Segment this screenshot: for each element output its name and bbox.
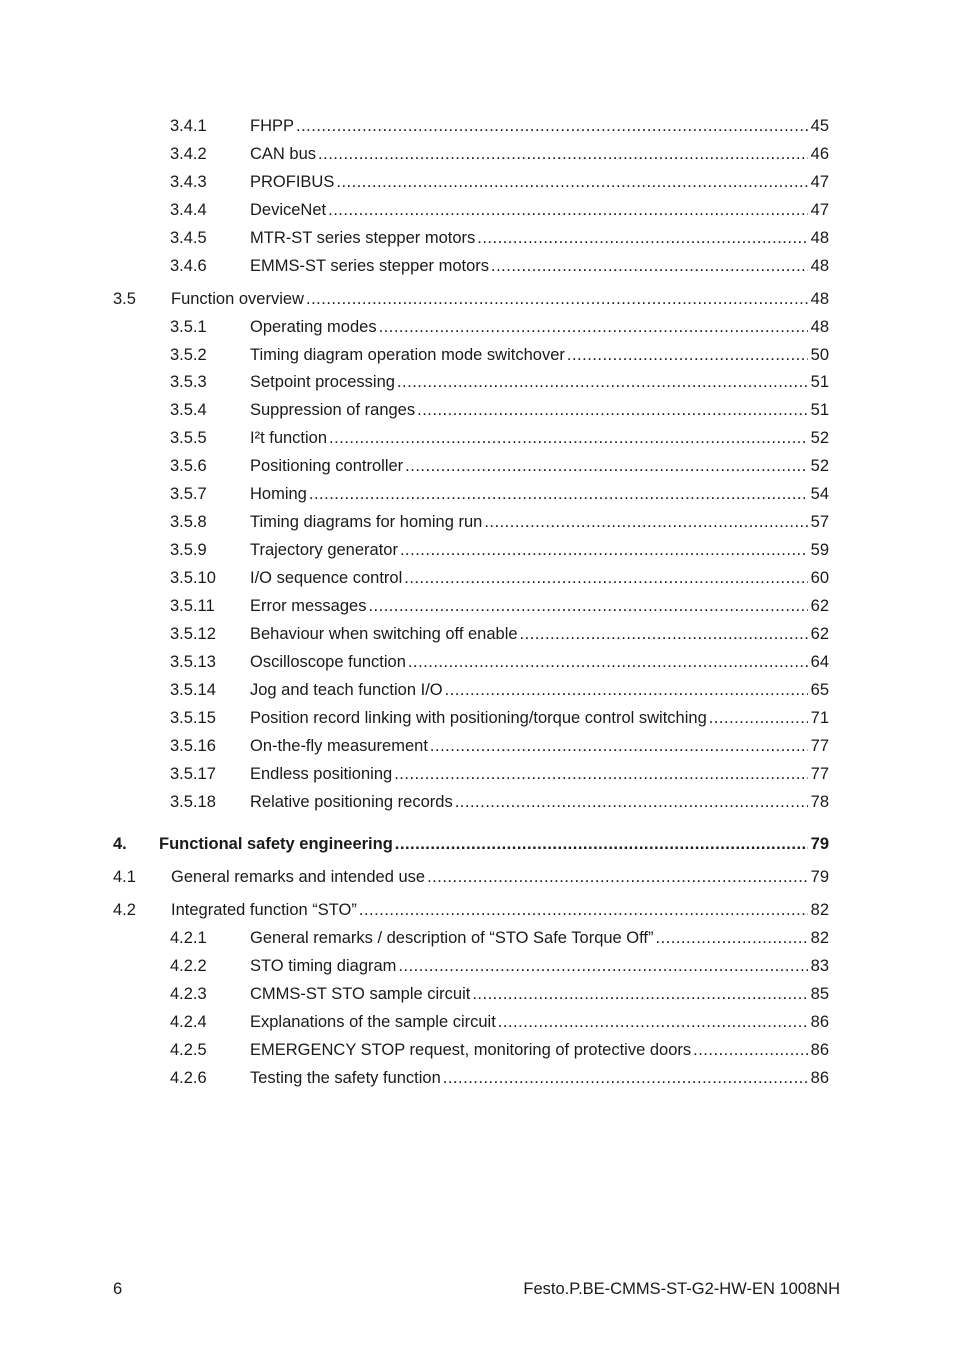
- toc-entry-line: [250, 341, 829, 369]
- toc-entry-page: 82: [810, 901, 829, 919]
- toc-entry-title: FHPP: [250, 117, 295, 135]
- toc-entry-number: 4.2.2: [170, 957, 207, 975]
- dot-leader: [394, 760, 807, 788]
- toc-entry-number: 3.5.14: [170, 681, 216, 699]
- toc-entry-sub[interactable]: [0, 676, 954, 704]
- toc-entry-sub[interactable]: [0, 140, 954, 168]
- toc-entry-line: [171, 896, 829, 924]
- toc-entry-title: STO timing diagram: [250, 957, 397, 975]
- toc-entry-title: Explanations of the sample circuit: [250, 1013, 496, 1031]
- dot-leader: [318, 140, 808, 168]
- dot-leader: [477, 224, 807, 252]
- toc-entry-page: 77: [810, 765, 829, 783]
- toc-entry-page: 85: [810, 985, 829, 1003]
- toc-entry-number: 3.5.1: [170, 318, 207, 336]
- dot-leader: [309, 480, 808, 508]
- toc-entry-page: 62: [810, 597, 829, 615]
- toc-entry-number: 4.2.1: [170, 929, 207, 947]
- toc-entry-sub[interactable]: [0, 980, 954, 1008]
- dot-leader: [405, 452, 807, 480]
- dot-leader: [400, 536, 808, 564]
- toc-entry-page: 48: [810, 229, 829, 247]
- toc-entry-page: 50: [810, 346, 829, 364]
- toc-entry-line: [250, 1036, 829, 1064]
- toc-entry-title: CMMS-ST STO sample circuit: [250, 985, 471, 1003]
- toc-entry-title: MTR-ST series stepper motors: [250, 229, 476, 247]
- toc-entry-number: 3.4.2: [170, 145, 207, 163]
- toc-entry-sub[interactable]: [0, 952, 954, 980]
- toc-entry-sub[interactable]: [0, 924, 954, 952]
- toc-entry-page: 77: [810, 737, 829, 755]
- toc-entry-page: 71: [810, 709, 829, 727]
- dot-leader: [306, 285, 808, 313]
- dot-leader: [404, 564, 807, 592]
- toc-entry-line: [171, 285, 829, 313]
- dot-leader: [336, 168, 807, 196]
- toc-entry-line: [250, 480, 829, 508]
- toc-entry-number: 3.4.5: [170, 229, 207, 247]
- toc-entry-number: 4.: [113, 835, 127, 853]
- toc-entry-title: Testing the safety function: [250, 1069, 441, 1087]
- toc-entry-number: 3.5.11: [170, 597, 215, 615]
- toc-entry-line: [250, 732, 829, 760]
- toc-entry-title: Homing: [250, 485, 307, 503]
- toc-entry-number: 3.5.4: [170, 401, 207, 419]
- toc-entry-title: EMERGENCY STOP request, monitoring of protective doors: [250, 1041, 692, 1059]
- toc-entry-title: DeviceNet: [250, 201, 327, 219]
- dot-leader: [443, 1064, 808, 1092]
- toc-entry-page: 60: [810, 569, 829, 587]
- toc-entry-line: [171, 863, 829, 891]
- toc-entry-page: 79: [810, 835, 829, 853]
- toc-entry-line: [250, 396, 829, 424]
- toc-entry-title: Behaviour when switching off enable: [250, 625, 518, 643]
- toc-entry-number: 4.1: [113, 868, 136, 886]
- dot-leader: [484, 508, 807, 536]
- toc-entry-line: [250, 140, 829, 168]
- toc-entry-sub[interactable]: [0, 112, 954, 140]
- dot-leader: [328, 196, 808, 224]
- toc-entry-line: [250, 924, 829, 952]
- toc-entry-line: [250, 952, 829, 980]
- toc-entry-page: 54: [810, 485, 829, 503]
- toc-entry-title: I²t function: [250, 429, 328, 447]
- toc-entry-sub[interactable]: [0, 396, 954, 424]
- toc-entry-line: [159, 830, 829, 858]
- toc-entry-line: [250, 760, 829, 788]
- toc-entry-number: 3.5: [113, 290, 136, 308]
- dot-leader: [427, 863, 808, 891]
- dot-leader: [656, 924, 808, 952]
- dot-leader: [567, 341, 808, 369]
- toc-entry-title: Suppression of ranges: [250, 401, 416, 419]
- toc-entry-page: 78: [810, 793, 829, 811]
- toc-entry-number: 4.2.5: [170, 1041, 207, 1059]
- toc-entry-page: 47: [810, 173, 829, 191]
- toc-entry-section[interactable]: [0, 896, 954, 924]
- toc-entry-section[interactable]: [0, 285, 954, 313]
- toc-entry-line: [250, 592, 829, 620]
- toc-entry-sub[interactable]: [0, 424, 954, 452]
- dot-leader: [445, 676, 808, 704]
- toc-entry-line: [250, 313, 829, 341]
- toc-entry-title: Error messages: [250, 597, 367, 615]
- toc-entry-number: 3.5.17: [170, 765, 216, 783]
- dot-leader: [359, 896, 808, 924]
- toc-entry-title: Jog and teach function I/O: [250, 681, 443, 699]
- toc-entry-line: [250, 112, 829, 140]
- toc-entry-page: 79: [810, 868, 829, 886]
- toc-entry-title: Trajectory generator: [250, 541, 398, 559]
- dot-leader: [368, 592, 807, 620]
- toc-entry-title: Function overview: [171, 290, 304, 308]
- dot-leader: [430, 732, 808, 760]
- dot-leader: [408, 648, 808, 676]
- toc-entry-sub[interactable]: [0, 732, 954, 760]
- toc-entry-sub[interactable]: [0, 564, 954, 592]
- toc-entry-page: 52: [810, 457, 829, 475]
- toc-entry-sub[interactable]: [0, 341, 954, 369]
- dot-leader: [455, 788, 808, 816]
- toc-entry-page: 62: [810, 625, 829, 643]
- toc-entry-title: Timing diagrams for homing run: [250, 513, 483, 531]
- toc-entry-number: 3.4.3: [170, 173, 207, 191]
- toc-entry-page: 86: [810, 1013, 829, 1031]
- toc-entry-line: [250, 424, 829, 452]
- toc-entry-line: [250, 564, 829, 592]
- toc-entry-sub[interactable]: [0, 592, 954, 620]
- toc-entry-title: General remarks / description of “STO Safe Torque Off”: [250, 929, 654, 947]
- toc-entry-number: 3.5.15: [170, 709, 216, 727]
- toc-entry-sub[interactable]: [0, 313, 954, 341]
- toc-entry-title: Integrated function “STO”: [171, 901, 357, 919]
- dot-leader: [296, 112, 808, 140]
- dot-leader: [472, 980, 807, 1008]
- toc-entry-sub[interactable]: [0, 1008, 954, 1036]
- dot-leader: [379, 313, 808, 341]
- dot-leader: [398, 952, 807, 980]
- toc-entry-chapter[interactable]: [0, 830, 954, 858]
- page-number: 6: [113, 1280, 123, 1298]
- toc-entry-sub[interactable]: [0, 1036, 954, 1064]
- toc-entry-line: [250, 224, 829, 252]
- toc-entry-sub[interactable]: [0, 252, 954, 280]
- toc-entry-page: 48: [810, 257, 829, 275]
- toc-entry-number: 3.5.12: [170, 625, 216, 643]
- toc-entry-page: 64: [810, 653, 829, 671]
- toc-entry-line: [250, 196, 829, 224]
- toc-entry-title: Position record linking with positioning/torque control switching: [250, 709, 707, 727]
- toc-entry-sub[interactable]: [0, 648, 954, 676]
- toc-entry-sub[interactable]: [0, 704, 954, 732]
- toc-entry-title: Operating modes: [250, 318, 377, 336]
- toc-entry-line: [250, 508, 829, 536]
- toc-entry-sub[interactable]: [0, 760, 954, 788]
- toc-entry-number: 4.2.4: [170, 1013, 207, 1031]
- toc-entry-title: Setpoint processing: [250, 373, 395, 391]
- toc-entry-page: 48: [810, 318, 829, 336]
- toc-entry-number: 3.5.6: [170, 457, 207, 475]
- dot-leader: [520, 620, 808, 648]
- toc-entry-number: 4.2: [113, 901, 136, 919]
- toc-entry-number: 3.4.4: [170, 201, 207, 219]
- toc-entry-page: 57: [810, 513, 829, 531]
- toc-entry-title: I/O sequence control: [250, 569, 403, 587]
- dot-leader: [397, 368, 808, 396]
- toc-entry-section[interactable]: [0, 863, 954, 891]
- toc-entry-title: On-the-fly measurement: [250, 737, 428, 755]
- dot-leader: [709, 704, 808, 732]
- toc-entry-title: Relative positioning records: [250, 793, 453, 811]
- toc-entry-title: Oscilloscope function: [250, 653, 406, 671]
- toc-entry-sub[interactable]: [0, 452, 954, 480]
- toc-entry-sub[interactable]: [0, 1064, 954, 1092]
- toc-entry-title: Endless positioning: [250, 765, 393, 783]
- toc-entry-sub[interactable]: [0, 480, 954, 508]
- toc-entry-sub[interactable]: [0, 536, 954, 564]
- toc-entry-page: 86: [810, 1041, 829, 1059]
- toc-entry-page: 46: [810, 145, 829, 163]
- toc-entry-title: Positioning controller: [250, 457, 404, 475]
- toc-entry-number: 3.5.10: [170, 569, 216, 587]
- toc-entry-sub[interactable]: [0, 196, 954, 224]
- toc-entry-page: 45: [810, 117, 829, 135]
- dot-leader: [491, 252, 808, 280]
- toc-entry-number: 3.5.9: [170, 541, 207, 559]
- toc-entry-line: [250, 648, 829, 676]
- toc-entry-line: [250, 1008, 829, 1036]
- toc-entry-line: [250, 452, 829, 480]
- toc-entry-line: [250, 788, 829, 816]
- toc-entry-sub[interactable]: [0, 224, 954, 252]
- toc-entry-line: [250, 704, 829, 732]
- toc-entry-number: 3.5.5: [170, 429, 207, 447]
- toc-entry-line: [250, 676, 829, 704]
- toc-entry-title: CAN bus: [250, 145, 317, 163]
- toc-entry-title: EMMS-ST series stepper motors: [250, 257, 490, 275]
- toc-entry-number: 4.2.6: [170, 1069, 207, 1087]
- toc-entry-sub[interactable]: [0, 508, 954, 536]
- toc-entry-line: [250, 1064, 829, 1092]
- toc-entry-title: General remarks and intended use: [171, 868, 426, 886]
- toc-entry-page: 65: [810, 681, 829, 699]
- toc-entry-number: 3.4.6: [170, 257, 207, 275]
- toc-entry-title: PROFIBUS: [250, 173, 335, 191]
- toc-entry-page: 48: [810, 290, 829, 308]
- toc-entry-number: 3.5.18: [170, 793, 216, 811]
- dot-leader: [395, 830, 808, 858]
- toc-entry-line: [250, 252, 829, 280]
- toc-entry-number: 3.5.7: [170, 485, 207, 503]
- toc-entry-number: 3.5.2: [170, 346, 207, 364]
- toc-entry-page: 83: [810, 957, 829, 975]
- toc-entry-sub[interactable]: [0, 168, 954, 196]
- toc-entry-number: 3.5.16: [170, 737, 216, 755]
- toc-entry-title: Functional safety engineering: [159, 835, 393, 853]
- dot-leader: [417, 396, 808, 424]
- document-id: Festo.P.BE-CMMS-ST-G2-HW-EN 1008NH: [523, 1280, 840, 1298]
- toc-entry-page: 51: [810, 373, 829, 391]
- toc-entry-sub[interactable]: [0, 620, 954, 648]
- toc-entry-line: [250, 980, 829, 1008]
- dot-leader: [693, 1036, 808, 1064]
- toc-entry-page: 86: [810, 1069, 829, 1087]
- toc-entry-page: 59: [810, 541, 829, 559]
- toc-entry-number: 3.5.3: [170, 373, 207, 391]
- toc-entry-page: 47: [810, 201, 829, 219]
- toc-entry-number: 3.4.1: [170, 117, 207, 135]
- toc-entry-number: 3.5.8: [170, 513, 207, 531]
- toc-entry-page: 51: [810, 401, 829, 419]
- toc-entry-line: [250, 536, 829, 564]
- toc-entry-number: 4.2.3: [170, 985, 207, 1003]
- toc-entry-sub[interactable]: [0, 368, 954, 396]
- toc-entry-title: Timing diagram operation mode switchover: [250, 346, 565, 364]
- toc-entry-page: 52: [810, 429, 829, 447]
- toc-entry-number: 3.5.13: [170, 653, 216, 671]
- toc-entry-line: [250, 620, 829, 648]
- toc-entry-line: [250, 168, 829, 196]
- dot-leader: [498, 1008, 808, 1036]
- toc-entry-page: 82: [810, 929, 829, 947]
- dot-leader: [329, 424, 808, 452]
- toc-entry-sub[interactable]: [0, 788, 954, 816]
- toc-entry-line: [250, 368, 829, 396]
